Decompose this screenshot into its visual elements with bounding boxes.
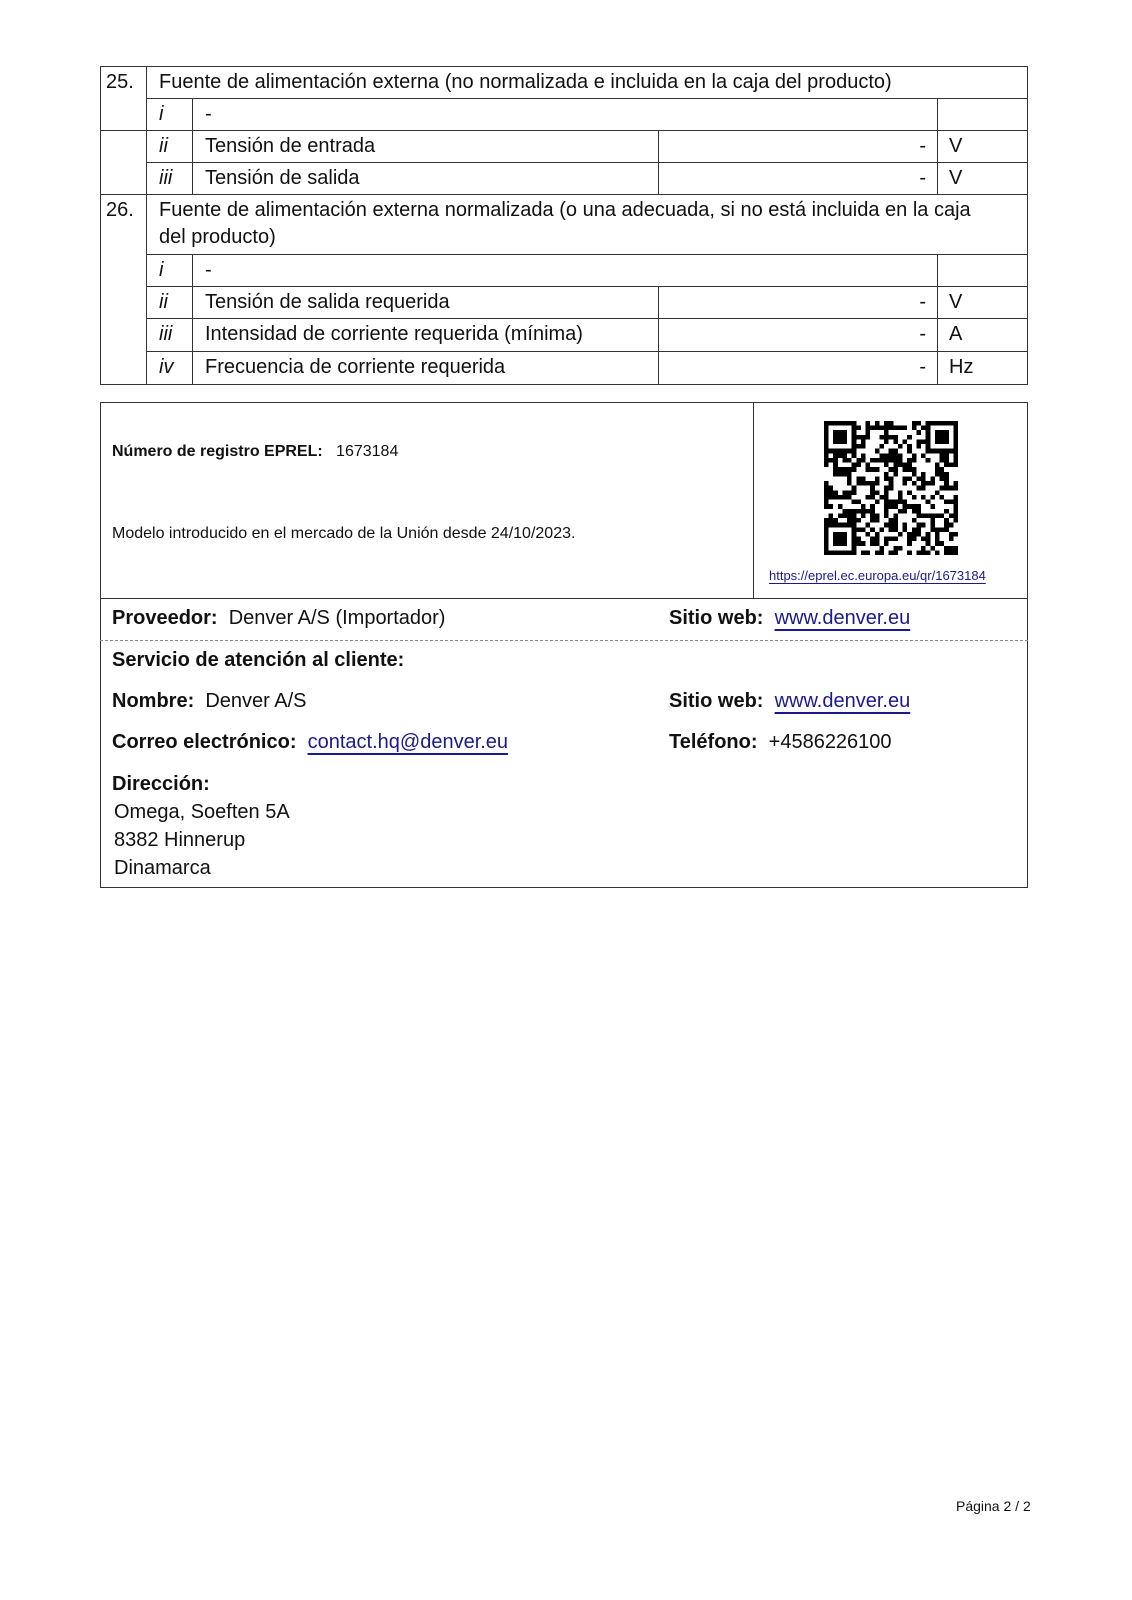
customer-name-line — [112, 689, 307, 713]
page-number — [956, 1497, 1031, 1515]
row-unit: Hz — [949, 356, 974, 378]
row-index: ii — [159, 135, 168, 157]
table-rule — [192, 254, 193, 385]
customer-phone-value: +4586226100 — [768, 731, 892, 753]
row-value: - — [919, 323, 926, 345]
info-rule — [100, 598, 1028, 599]
row-label: Tensión de entrada — [205, 135, 376, 157]
supplier-label: Proveedor: — [112, 607, 218, 629]
dashed-separator — [100, 640, 1028, 641]
row-label: Tensión de salida requerida — [205, 291, 450, 313]
row-label: - — [205, 259, 212, 281]
customer-email-line — [112, 730, 508, 754]
table-rule — [658, 130, 659, 194]
row-index: iv — [159, 356, 174, 378]
page-label: Página — [956, 1498, 1000, 1514]
row-unit: V — [949, 167, 963, 189]
eprel-registration — [112, 442, 398, 462]
item-title-continued: del producto) — [159, 226, 276, 248]
address-line: Dinamarca — [114, 857, 211, 879]
table-rule — [146, 66, 147, 385]
customer-name-value: Denver A/S — [205, 690, 307, 712]
customer-phone-line — [669, 730, 892, 754]
table-rule — [658, 286, 659, 385]
supplier-value: Denver A/S (Importador) — [228, 607, 446, 629]
row-value: - — [919, 167, 926, 189]
row-label: Tensión de salida — [205, 167, 360, 189]
row-label: - — [205, 103, 212, 125]
eprel-registration-label: Número de registro EPREL: — [112, 443, 323, 460]
page-current: 2 — [1003, 1498, 1012, 1514]
row-index: iii — [159, 167, 173, 189]
page-separator: / — [1015, 1498, 1020, 1514]
page-total: 2 — [1022, 1498, 1031, 1514]
item-number: 25. — [106, 71, 134, 93]
row-value: - — [919, 291, 926, 313]
supplier-website-label: Sitio web: — [669, 607, 764, 629]
table-rule — [192, 98, 193, 194]
supplier-line — [112, 606, 445, 630]
customer-website-label: Sitio web: — [669, 690, 764, 712]
table-rule — [937, 98, 938, 194]
table-rule — [146, 162, 1028, 163]
eprel-registration-number: 1673184 — [336, 443, 399, 460]
item-title: Fuente de alimentación externa normalizada (o una adecuada, si no está incluida en la caja — [159, 199, 971, 221]
customer-website-link[interactable]: www.denver.eu — [774, 690, 911, 712]
customer-service-heading: Servicio de atención al cliente: — [112, 649, 405, 671]
row-value: - — [919, 135, 926, 157]
customer-website-line — [669, 689, 910, 713]
qr-code — [824, 421, 958, 555]
row-unit: V — [949, 135, 963, 157]
table-rule — [146, 98, 1028, 99]
table-rule — [100, 194, 1028, 195]
address-line: 8382 Hinnerup — [114, 829, 246, 851]
table-rule — [146, 254, 1028, 255]
customer-name-label: Nombre: — [112, 690, 195, 712]
table-rule — [146, 318, 1028, 319]
customer-phone-label: Teléfono: — [669, 731, 758, 753]
row-value: - — [919, 356, 926, 378]
eprel-qr-link[interactable]: https://eprel.ec.europa.eu/qr/1673184 — [769, 568, 986, 583]
supplier-website-line — [669, 606, 910, 630]
market-date-text: Modelo introducido en el mercado de la Unión desde 24/10/2023. — [112, 525, 576, 542]
row-unit: A — [949, 323, 963, 345]
row-index: ii — [159, 291, 168, 313]
row-label: Intensidad de corriente requerida (mínima) — [205, 323, 583, 345]
table-rule — [146, 286, 1028, 287]
customer-email-label: Correo electrónico: — [112, 731, 297, 753]
row-unit: V — [949, 291, 963, 313]
customer-email-link[interactable]: contact.hq@denver.eu — [307, 731, 509, 753]
info-rule — [753, 402, 754, 598]
address-label: Dirección: — [112, 773, 210, 795]
table-rule — [146, 351, 1028, 352]
row-index: i — [159, 103, 164, 125]
row-index: iii — [159, 323, 173, 345]
supplier-website-link[interactable]: www.denver.eu — [774, 607, 911, 629]
table-rule — [100, 130, 1028, 131]
row-index: i — [159, 259, 164, 281]
address-line: Omega, Soeften 5A — [114, 801, 290, 823]
table-rule — [937, 254, 938, 385]
item-title: Fuente de alimentación externa (no normalizada e incluida en la caja del producto) — [159, 71, 892, 93]
item-number: 26. — [106, 199, 134, 221]
row-label: Frecuencia de corriente requerida — [205, 356, 506, 378]
